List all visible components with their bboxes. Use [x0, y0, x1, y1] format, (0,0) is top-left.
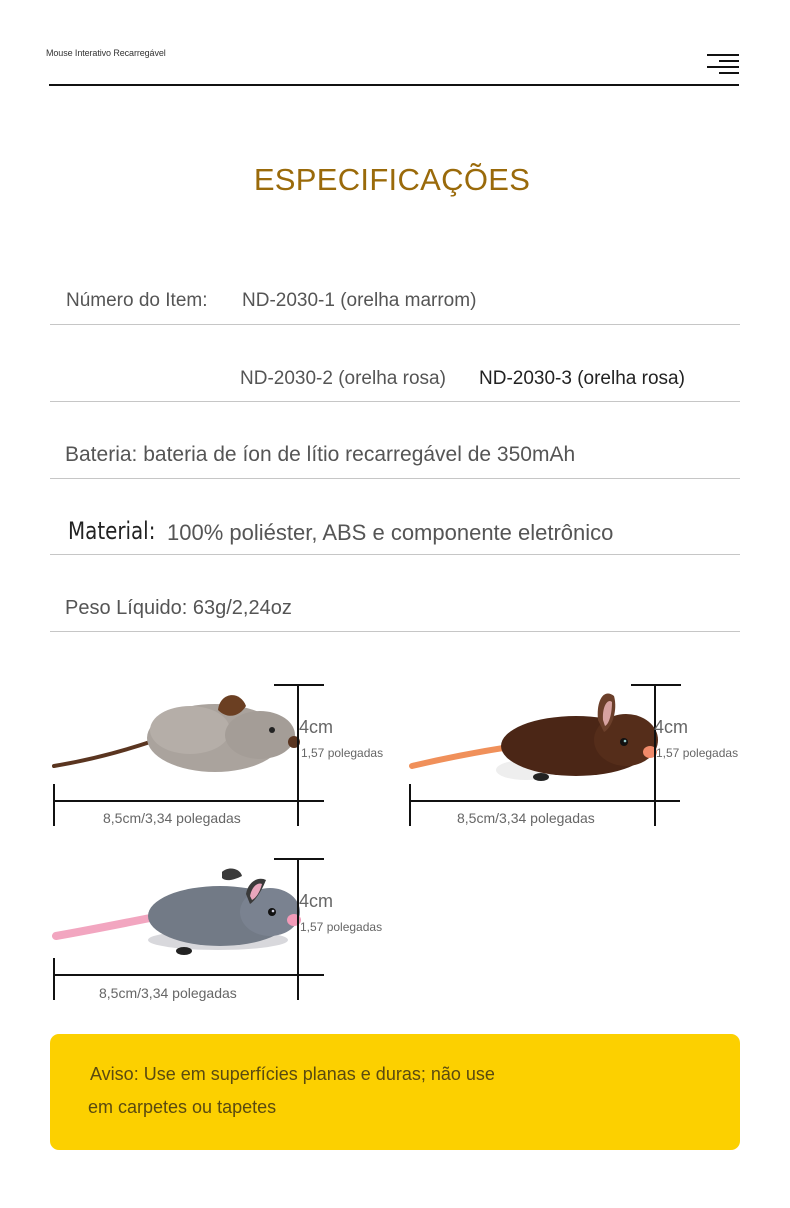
item-number-value-3: ND-2030-3 (orelha rosa) — [479, 368, 685, 389]
height-cm-label: 4cm — [299, 891, 334, 911]
product-figure-brown — [406, 680, 746, 840]
height-in-label: 1,57 polegadas — [301, 746, 384, 760]
product-figure-grey-fluffy — [50, 680, 390, 840]
weight-spec: Peso Líquido: 63g/2,24oz — [65, 597, 292, 619]
spec-row-item-number — [50, 272, 740, 325]
spec-row-material — [50, 479, 740, 555]
item-number-label: Número do Item: — [66, 290, 208, 311]
hamburger-menu-icon[interactable] — [704, 52, 740, 78]
warning-notice — [50, 1034, 740, 1150]
grey-fluffy-mouse-image — [50, 680, 310, 800]
header-divider — [49, 84, 739, 86]
material-label: Material: — [68, 517, 156, 545]
grey-mouse-image — [50, 854, 310, 974]
brown-mouse-image — [406, 680, 666, 800]
item-number-value-1: ND-2030-1 (orelha marrom) — [242, 290, 477, 311]
height-in-label: 1,57 polegadas — [300, 920, 383, 934]
page-header-title: Mouse Interativo Recarregável — [46, 48, 166, 58]
notice-line-1: Aviso: Use em superfícies planas e duras; não use — [90, 1064, 495, 1084]
notice-line-2: em carpetes ou tapetes — [88, 1097, 277, 1117]
battery-spec: Bateria: bateria de íon de lítio recarregável de 350mAh — [65, 443, 576, 466]
item-number-value-2: ND-2030-2 (orelha rosa) — [240, 368, 446, 389]
section-title: ESPECIFICAÇÕES — [253, 162, 531, 197]
length-label: 8,5cm/3,34 polegadas — [99, 985, 237, 1001]
spec-row-weight — [50, 555, 740, 632]
height-cm-label: 4cm — [299, 717, 334, 737]
spec-row-battery — [50, 402, 740, 479]
height-cm-label: 4cm — [654, 717, 689, 737]
product-figure-grey — [50, 854, 390, 1014]
length-label: 8,5cm/3,34 polegadas — [103, 810, 241, 826]
material-value: 100% poliéster, ABS e componente eletrônico — [167, 520, 614, 545]
spec-row-item-number-cont — [50, 325, 740, 402]
length-label: 8,5cm/3,34 polegadas — [457, 810, 595, 826]
height-in-label: 1,57 polegadas — [656, 746, 739, 760]
